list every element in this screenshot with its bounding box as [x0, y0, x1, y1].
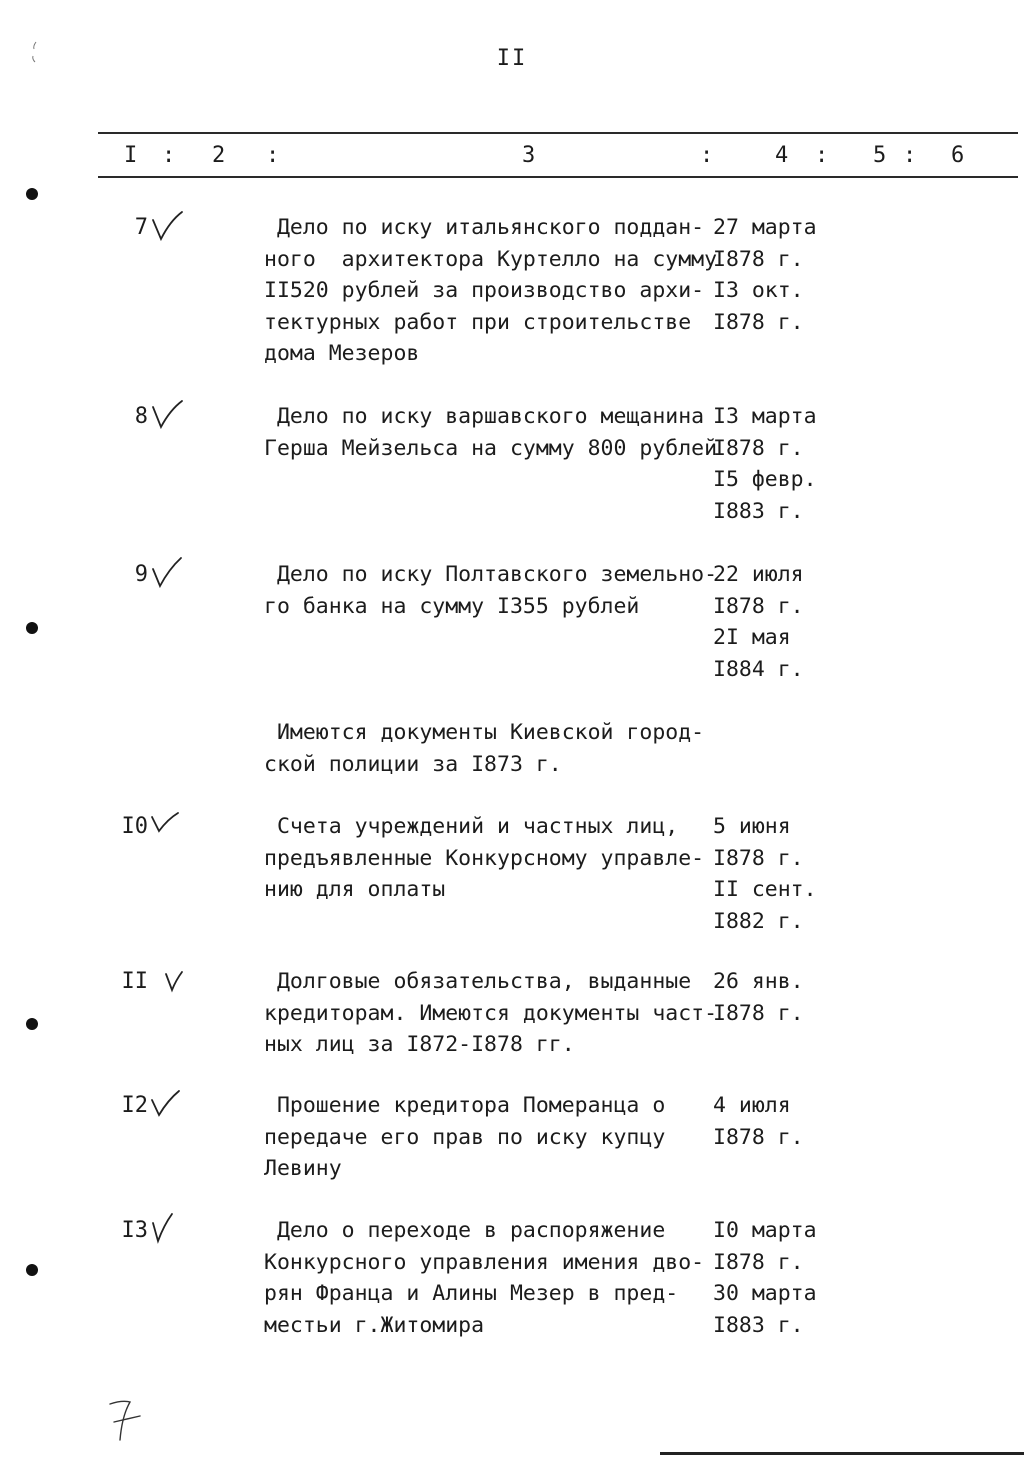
date-line: 5 июня [713, 814, 791, 839]
entry-dates [713, 1215, 843, 1341]
header-col-1: I [124, 143, 138, 168]
header-separator: : [266, 143, 280, 168]
entry-description [264, 1215, 714, 1341]
description-line: местьи г.Житомира [264, 1312, 485, 1338]
description-line: ской полиции за I873 г. [264, 751, 562, 777]
header-col-3: 3 [522, 143, 536, 168]
date-line: I3 марта [713, 404, 817, 429]
entry-number: I3 [121, 1218, 148, 1243]
description-line: Герша Мейзельса на сумму 800 рублей [264, 435, 718, 461]
entry-number: 8 [134, 404, 148, 429]
entry-description [264, 966, 718, 1061]
header-col-5: 5 [873, 143, 887, 168]
date-line: I878 г. [713, 246, 804, 272]
date-line: I878 г. [713, 1124, 804, 1150]
checkmark-icon [150, 397, 184, 433]
date-line: II сент. [713, 877, 817, 902]
header-separator: : [162, 143, 176, 168]
description-line: передаче его прав по иску купцу [264, 1124, 666, 1150]
date-line: 30 марта [713, 1281, 817, 1306]
description-line: Дело по иску Полтавского земельно- [264, 562, 718, 587]
handwritten-page-note [104, 1396, 154, 1446]
header-top-rule [98, 132, 1018, 134]
entry-description [264, 1090, 714, 1185]
header-col-6: 6 [951, 143, 965, 168]
description-line: II520 рублей за производство архи- [264, 278, 705, 303]
page-number: II [496, 46, 528, 71]
date-line: I882 г. [713, 908, 804, 934]
entry-description [264, 559, 718, 622]
checkmark-icon [162, 962, 196, 998]
entry-dates [713, 1090, 843, 1153]
description-line: Дело по иску варшавского мещанина [264, 404, 705, 429]
date-line: 26 янв. [713, 969, 804, 994]
header-col-2: 2 [212, 143, 226, 168]
entry-number: 9 [134, 562, 148, 587]
header-bottom-rule [98, 176, 1018, 178]
scan-edge-rule [660, 1452, 1024, 1455]
entry-description [264, 401, 718, 464]
entry-dates [713, 811, 843, 937]
punch-hole [26, 1264, 38, 1276]
description-line: Конкурсного управления имения дво- [264, 1249, 705, 1275]
entry-number: I0 [121, 814, 148, 839]
header-separator: : [903, 143, 917, 168]
entry-dates [713, 559, 843, 685]
entry-description [264, 717, 714, 780]
header-col-4: 4 [775, 143, 789, 168]
punch-hole [26, 622, 38, 634]
description-line: го банка на сумму I355 рублей [264, 593, 640, 619]
date-line: I878 г. [713, 435, 804, 461]
description-line: рян Франца и Алины Мезер в пред- [264, 1281, 679, 1306]
description-line: ных лиц за I872-I878 гг. [264, 1032, 575, 1057]
description-line: Дело о переходе в распоряжение [264, 1218, 666, 1243]
entry-dates [713, 966, 843, 1029]
checkmark-icon [150, 1086, 184, 1122]
description-line: Дело по иску итальянского поддан- [264, 215, 705, 240]
entry-number: I2 [121, 1093, 148, 1118]
header-separator: : [815, 143, 829, 168]
checkmark-icon [150, 1211, 184, 1247]
description-line: кредиторам. Имеются документы част- [264, 1000, 718, 1026]
date-line: I883 г. [713, 1312, 804, 1338]
description-line: дома Мезеров [264, 341, 420, 366]
header-separator: : [700, 143, 714, 168]
description-line: Левину [264, 1156, 342, 1181]
date-line: I878 г. [713, 845, 804, 871]
description-line: Долговые обязательства, выданные [264, 969, 692, 994]
entry-description [264, 811, 714, 906]
date-line: I878 г. [713, 1000, 804, 1026]
date-line: I883 г. [713, 498, 804, 524]
date-line: I884 г. [713, 656, 804, 682]
date-line: I3 окт. [713, 278, 804, 303]
description-line: предъявленные Конкурсному управле- [264, 845, 705, 871]
punch-hole [26, 188, 38, 200]
date-line: 4 июля [713, 1093, 791, 1118]
entry-description [264, 212, 718, 370]
checkmark-icon [150, 555, 184, 591]
date-line: I878 г. [713, 1249, 804, 1275]
entry-dates [713, 212, 843, 338]
date-line: I5 февр. [713, 467, 817, 492]
entry-number: II [121, 969, 148, 994]
date-line: I0 марта [713, 1218, 817, 1243]
date-line: 27 марта [713, 215, 817, 240]
description-line: тектурных работ при строительстве [264, 309, 692, 335]
date-line: 2I мая [713, 625, 791, 650]
description-line: нию для оплаты [264, 877, 446, 902]
checkmark-icon [150, 807, 184, 843]
entry-dates [713, 401, 843, 527]
date-line: 22 июля [713, 562, 804, 587]
checkmark-icon [150, 208, 184, 244]
description-line: ного архитектора Куртелло на сумму [264, 246, 718, 272]
punch-hole [26, 1018, 38, 1030]
entry-number: 7 [134, 215, 148, 240]
date-line: I878 г. [713, 593, 804, 619]
date-line: I878 г. [713, 309, 804, 335]
description-line: Прошение кредитора Померанца о [264, 1093, 666, 1118]
description-line: Счета учреждений и частных лиц, [264, 814, 679, 839]
description-line: Имеются документы Киевской город- [264, 720, 705, 745]
